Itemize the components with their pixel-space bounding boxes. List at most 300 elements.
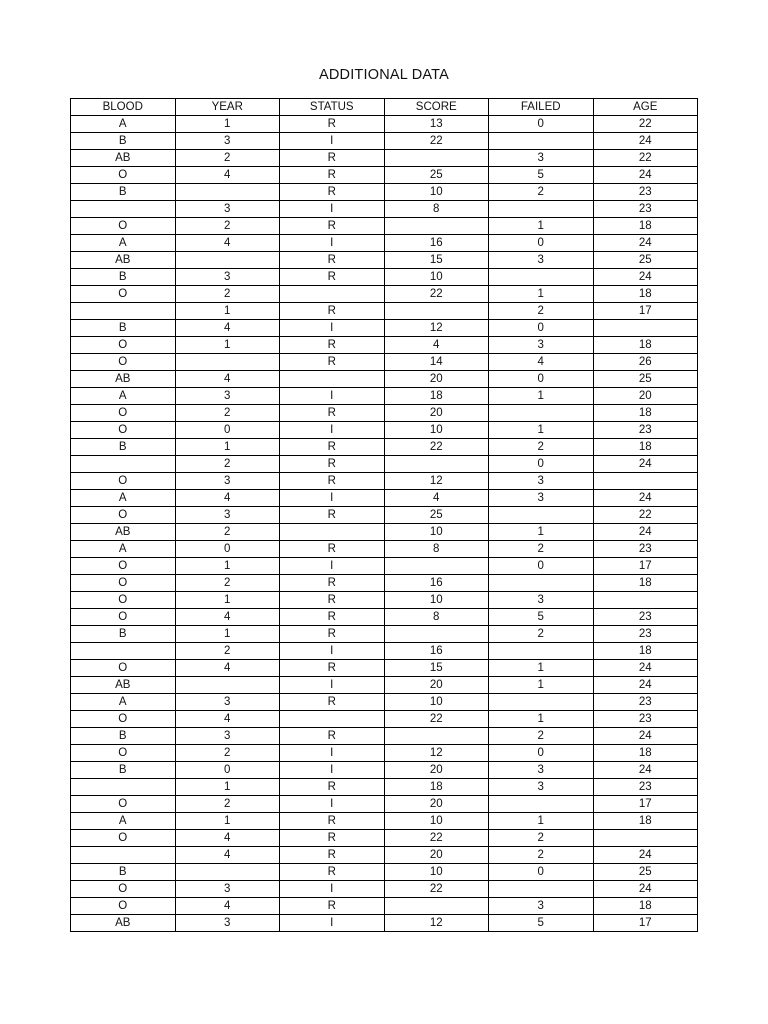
table-row [71,694,698,711]
table-cell-score: 20 [384,371,489,388]
table-cell-status: R [280,847,385,864]
table-cell-score: 4 [384,337,489,354]
table-cell-failed: 0 [489,864,594,881]
table-cell-year: 1 [175,337,280,354]
table-cell-status: R [280,337,385,354]
table-cell-failed: 3 [489,473,594,490]
table-cell-year: 3 [175,728,280,745]
table-cell-failed: 3 [489,252,594,269]
table-cell-failed: 3 [489,762,594,779]
table-row [71,422,698,439]
table-cell-year: 3 [175,694,280,711]
table-cell-status: R [280,864,385,881]
table-cell-score: 18 [384,779,489,796]
table-row [71,575,698,592]
table-cell-year [175,864,280,881]
table-row [71,456,698,473]
table-cell-blood: B [71,864,176,881]
table-cell-status: R [280,541,385,558]
table-cell-score: 12 [384,915,489,932]
table-cell-age: 18 [593,439,698,456]
table-cell-status: I [280,490,385,507]
table-cell-blood: O [71,660,176,677]
table-cell-failed: 0 [489,456,594,473]
table-cell-status: R [280,354,385,371]
table-cell-age: 17 [593,303,698,320]
table-cell-score [384,728,489,745]
table-cell-status: I [280,201,385,218]
table-cell-status: R [280,626,385,643]
table-cell-blood: O [71,167,176,184]
table-row [71,626,698,643]
table-cell-status: I [280,388,385,405]
table-cell-age: 22 [593,150,698,167]
table-cell-year: 4 [175,609,280,626]
table-cell-year: 3 [175,388,280,405]
table-cell-status: R [280,269,385,286]
table-cell-age: 22 [593,116,698,133]
table-cell-status: I [280,558,385,575]
table-row [71,167,698,184]
table-cell-blood: O [71,796,176,813]
table-cell-failed [489,694,594,711]
table-row [71,711,698,728]
table-cell-age [593,320,698,337]
table-cell-status: I [280,796,385,813]
table-cell-score: 18 [384,388,489,405]
table-cell-year: 2 [175,524,280,541]
table-cell-failed: 4 [489,354,594,371]
table-cell-score [384,303,489,320]
table-cell-score [384,898,489,915]
table-cell-score: 10 [384,813,489,830]
table-cell-blood: A [71,388,176,405]
table-cell-year: 4 [175,235,280,252]
table-cell-failed: 3 [489,779,594,796]
table-cell-failed [489,269,594,286]
table-cell-age: 25 [593,864,698,881]
table-row [71,762,698,779]
table-cell-status: I [280,745,385,762]
table-cell-blood: B [71,728,176,745]
table-cell-failed: 3 [489,337,594,354]
table-cell-status: I [280,643,385,660]
table-cell-failed [489,881,594,898]
table-cell-age: 23 [593,609,698,626]
table-cell-score: 15 [384,252,489,269]
table-row [71,864,698,881]
table-cell-blood: O [71,558,176,575]
table-cell-failed: 3 [489,898,594,915]
table-cell-status: R [280,728,385,745]
table-cell-status: R [280,507,385,524]
table-cell-failed: 1 [489,524,594,541]
table-cell-year: 2 [175,575,280,592]
table-cell-failed: 2 [489,184,594,201]
table-cell-blood: A [71,235,176,252]
table-cell-status: R [280,252,385,269]
table-cell-status: R [280,150,385,167]
table-cell-status [280,711,385,728]
table-cell-status: R [280,898,385,915]
table-cell-blood: A [71,116,176,133]
table-cell-failed [489,405,594,422]
table-row [71,354,698,371]
table-row [71,558,698,575]
table-cell-blood: A [71,694,176,711]
table-cell-failed: 5 [489,167,594,184]
table-cell-score: 12 [384,745,489,762]
table-cell-score: 10 [384,184,489,201]
table-cell-score [384,558,489,575]
table-row [71,286,698,303]
table-cell-status: I [280,915,385,932]
table-cell-age [593,473,698,490]
table-cell-blood: A [71,541,176,558]
table-cell-blood: O [71,507,176,524]
table-row [71,643,698,660]
table-row [71,235,698,252]
table-cell-age: 24 [593,490,698,507]
table-cell-year: 2 [175,456,280,473]
table-cell-failed: 5 [489,915,594,932]
table-cell-status: R [280,575,385,592]
table-cell-year: 3 [175,881,280,898]
table-cell-failed: 2 [489,303,594,320]
table-cell-blood: B [71,762,176,779]
table-cell-blood: B [71,184,176,201]
table-cell-failed: 0 [489,235,594,252]
table-cell-status: R [280,167,385,184]
table-cell-age: 25 [593,371,698,388]
table-cell-status: R [280,592,385,609]
table-cell-score: 10 [384,422,489,439]
table-row [71,609,698,626]
table-row [71,898,698,915]
table-row [71,915,698,932]
table-cell-score: 22 [384,133,489,150]
table-row [71,320,698,337]
table-cell-failed: 3 [489,150,594,167]
table-cell-year: 2 [175,796,280,813]
table-cell-failed: 2 [489,541,594,558]
table-cell-status: R [280,660,385,677]
table-cell-age: 23 [593,541,698,558]
table-cell-year: 2 [175,286,280,303]
table-cell-score: 15 [384,660,489,677]
table-cell-score: 10 [384,864,489,881]
table-cell-year: 4 [175,167,280,184]
table-cell-age: 24 [593,881,698,898]
column-header-blood: BLOOD [71,99,176,116]
table-cell-score: 16 [384,643,489,660]
table-cell-age: 24 [593,456,698,473]
table-cell-year: 3 [175,269,280,286]
table-cell-blood [71,779,176,796]
table-cell-age: 17 [593,915,698,932]
table-cell-age [593,592,698,609]
table-cell-blood: O [71,218,176,235]
table-cell-age: 24 [593,524,698,541]
table-cell-blood: B [71,133,176,150]
column-header-age: AGE [593,99,698,116]
table-cell-failed [489,575,594,592]
table-cell-score: 16 [384,575,489,592]
column-header-status: STATUS [280,99,385,116]
table-cell-year: 1 [175,779,280,796]
column-header-score: SCORE [384,99,489,116]
table-cell-year: 3 [175,473,280,490]
table-cell-year: 3 [175,133,280,150]
table-row [71,133,698,150]
table-cell-age: 18 [593,286,698,303]
table-cell-year: 4 [175,711,280,728]
table-cell-age: 23 [593,711,698,728]
table-header-row [71,99,698,116]
table-row [71,745,698,762]
table-cell-age: 18 [593,643,698,660]
table-cell-year: 2 [175,405,280,422]
table-cell-score: 20 [384,796,489,813]
table-cell-blood: O [71,592,176,609]
table-cell-status: R [280,830,385,847]
table-cell-blood: O [71,711,176,728]
table-cell-year: 2 [175,643,280,660]
table-cell-blood: B [71,439,176,456]
table-row [71,184,698,201]
table-cell-status: R [280,694,385,711]
table-cell-blood [71,847,176,864]
table-cell-failed: 1 [489,660,594,677]
table-cell-blood: B [71,626,176,643]
table-cell-blood: O [71,575,176,592]
table-cell-blood: O [71,898,176,915]
table-cell-blood: B [71,320,176,337]
table-row [71,660,698,677]
table-cell-age: 23 [593,694,698,711]
table-cell-blood: AB [71,915,176,932]
table-cell-age: 18 [593,745,698,762]
table-cell-score: 25 [384,507,489,524]
table-cell-year [175,252,280,269]
table-cell-year: 2 [175,218,280,235]
table-cell-year: 4 [175,371,280,388]
table-cell-blood: O [71,286,176,303]
table-cell-year: 4 [175,490,280,507]
column-header-year: YEAR [175,99,280,116]
table-cell-score: 25 [384,167,489,184]
table-cell-age: 24 [593,847,698,864]
table-cell-failed [489,796,594,813]
table-cell-status: R [280,405,385,422]
table-cell-score: 20 [384,847,489,864]
table-cell-status: R [280,303,385,320]
table-row [71,201,698,218]
table-cell-year: 2 [175,150,280,167]
table-cell-age [593,830,698,847]
table-cell-status: I [280,677,385,694]
table-cell-score [384,218,489,235]
table-cell-score [384,626,489,643]
table-cell-blood [71,303,176,320]
table-cell-year: 1 [175,813,280,830]
table-cell-failed: 0 [489,558,594,575]
table-cell-score: 22 [384,286,489,303]
table-row [71,592,698,609]
table-cell-failed: 1 [489,813,594,830]
table-cell-status: R [280,456,385,473]
table-cell-failed: 2 [489,847,594,864]
table-cell-score: 16 [384,235,489,252]
table-row [71,473,698,490]
table-cell-score: 22 [384,439,489,456]
table-cell-status: I [280,133,385,150]
table-row [71,116,698,133]
table-row [71,728,698,745]
table-cell-blood [71,201,176,218]
table-cell-age: 24 [593,269,698,286]
table-row [71,490,698,507]
table-cell-age: 24 [593,660,698,677]
table-cell-blood: AB [71,524,176,541]
table-cell-blood: B [71,269,176,286]
table-cell-year: 3 [175,201,280,218]
table-cell-blood: O [71,405,176,422]
table-cell-year: 4 [175,660,280,677]
table-cell-year: 1 [175,626,280,643]
table-cell-year: 4 [175,320,280,337]
table-cell-failed: 2 [489,830,594,847]
table-cell-year: 3 [175,507,280,524]
table-cell-blood: AB [71,677,176,694]
table-row [71,779,698,796]
table-cell-status: R [280,609,385,626]
table-cell-failed [489,507,594,524]
table-cell-age: 23 [593,779,698,796]
table-cell-failed: 5 [489,609,594,626]
table-cell-score: 20 [384,762,489,779]
table-row [71,337,698,354]
table-cell-year: 0 [175,422,280,439]
table-cell-score: 12 [384,320,489,337]
table-cell-blood: O [71,881,176,898]
table-cell-age: 23 [593,626,698,643]
table-cell-blood: AB [71,371,176,388]
table-cell-year: 0 [175,762,280,779]
table-cell-blood: AB [71,252,176,269]
table-cell-age: 17 [593,558,698,575]
table-cell-age: 23 [593,184,698,201]
table-cell-year: 1 [175,439,280,456]
table-cell-score: 20 [384,405,489,422]
table-cell-age: 24 [593,133,698,150]
table-cell-status: R [280,813,385,830]
table-cell-year [175,184,280,201]
table-cell-year: 1 [175,303,280,320]
column-header-failed: FAILED [489,99,594,116]
table-cell-score: 13 [384,116,489,133]
table-cell-score: 14 [384,354,489,371]
table-cell-age: 20 [593,388,698,405]
table-cell-age: 18 [593,337,698,354]
table-cell-failed: 1 [489,218,594,235]
table-row [71,847,698,864]
table-cell-failed [489,133,594,150]
table-cell-age: 18 [593,405,698,422]
table-body [71,116,698,932]
table-cell-age: 26 [593,354,698,371]
table-cell-failed: 1 [489,388,594,405]
table-cell-age: 25 [593,252,698,269]
table-cell-failed: 2 [489,728,594,745]
table-cell-failed: 0 [489,745,594,762]
table-cell-blood: O [71,473,176,490]
table-cell-age: 23 [593,201,698,218]
table-row [71,881,698,898]
table-row [71,150,698,167]
table-cell-score: 8 [384,541,489,558]
table-cell-failed: 1 [489,677,594,694]
table-row [71,796,698,813]
table-row [71,813,698,830]
table-cell-score: 10 [384,592,489,609]
table-row [71,252,698,269]
table-cell-year: 1 [175,558,280,575]
table-cell-status: R [280,218,385,235]
table-cell-age: 18 [593,898,698,915]
table-cell-year: 3 [175,915,280,932]
table-cell-failed: 0 [489,371,594,388]
table-row [71,218,698,235]
table-cell-blood: O [71,422,176,439]
table-cell-score: 12 [384,473,489,490]
table-cell-score: 10 [384,269,489,286]
table-cell-blood: O [71,354,176,371]
table-cell-blood: O [71,337,176,354]
table-cell-failed: 3 [489,592,594,609]
table-row [71,388,698,405]
table-cell-status [280,286,385,303]
table-cell-score: 8 [384,609,489,626]
table-cell-failed [489,201,594,218]
table-cell-failed: 3 [489,490,594,507]
table-cell-year: 4 [175,830,280,847]
table-cell-score: 10 [384,524,489,541]
table-row [71,507,698,524]
table-row [71,269,698,286]
table-cell-score: 10 [384,694,489,711]
table-cell-failed [489,643,594,660]
table-cell-status: I [280,762,385,779]
table-cell-year: 2 [175,745,280,762]
table-cell-blood: A [71,813,176,830]
table-cell-blood: A [71,490,176,507]
table-cell-status: I [280,320,385,337]
table-cell-status [280,371,385,388]
table-cell-year: 1 [175,592,280,609]
table-cell-score: 22 [384,830,489,847]
table-cell-year: 4 [175,847,280,864]
table-row [71,439,698,456]
table-cell-score: 20 [384,677,489,694]
table-row [71,830,698,847]
table-cell-blood: O [71,830,176,847]
table-cell-status: I [280,881,385,898]
table-cell-status: R [280,779,385,796]
table-cell-status: R [280,473,385,490]
table-cell-blood: O [71,609,176,626]
table-row [71,303,698,320]
